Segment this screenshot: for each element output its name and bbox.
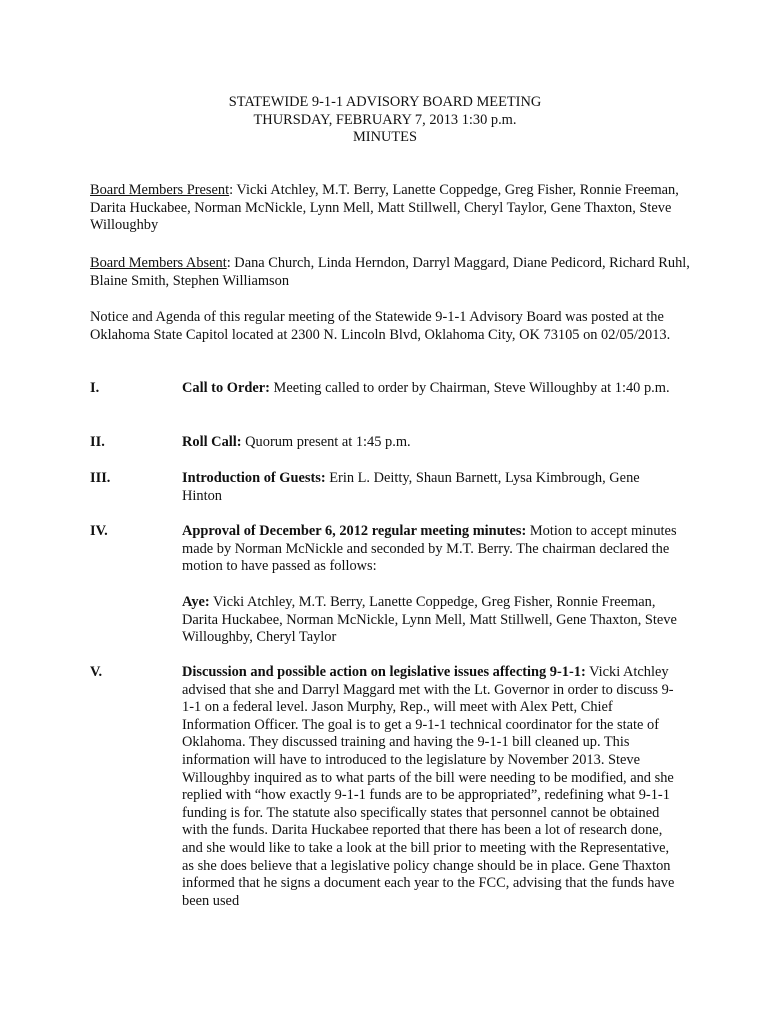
agenda-item-text: Erin L. Deitty, Shaun Barnett, Lysa Kimbrough, Gene Hinton xyxy=(182,470,640,504)
members-absent-label: Board Members Absent xyxy=(90,255,227,271)
agenda-item-text: Vicki Atchley advised that she and Darryl Maggard met with the Lt. Governor in order to discuss 9-1-1 on a federal level. Jason Murphy, Rep., will meet with Alex Pett, Chief Information Officer. The goal is to get a 9-1-1 technical coordinator for the state of Oklahoma. They discussed training and having the 9-1-1 bill cleaned up. This information will have to introduced to the legislature by November 2013. Steve Willoughby inquired as to what parts of the bill were needing to be modified, and she replied with “how exactly 9-1-1 funds are to be appropriated”, redefining what 9-1-1 funding is for. The statute also specifically states that personnel cannot be obtained with the funds. Darita Huckabee reported that there has been a lot of research done, and she would like to take a look at the bill prior to meeting with the Representative, as she does believe that a legislative policy change should be in place. Gene Thaxton informed that he signs a document each year to the FCC, advising that the funds have been used xyxy=(182,664,675,909)
header-date: THURSDAY, FEBRUARY 7, 2013 1:30 p.m. xyxy=(253,111,517,128)
agenda-item-number: III. xyxy=(90,470,111,486)
agenda-item-body xyxy=(182,470,682,505)
notice-paragraph: Notice and Agenda of this regular meeting of the Statewide 9-1-1 Advisory Board was posted at the Oklahoma State Capitol located at 2300 N. Lincoln Blvd, Oklahoma City, OK 73105 on 02/05/2013. xyxy=(90,309,671,343)
agenda-item-body xyxy=(182,380,682,398)
agenda-item-title: Introduction of Guests: xyxy=(182,470,326,486)
agenda-item-title: Discussion and possible action on legislative issues affecting 9-1-1: xyxy=(182,664,586,680)
agenda-item-title: Call to Order: xyxy=(182,380,270,396)
members-present-label: Board Members Present xyxy=(90,182,230,198)
members-absent-list: : Dana Church, Linda Herndon, Darryl Maggard, Diane Pedicord, Richard Ruhl, Blaine Smith, Stephen Williamson xyxy=(90,255,690,289)
agenda-item-body xyxy=(182,523,682,576)
header-minutes: MINUTES xyxy=(353,129,417,146)
header-title: STATEWIDE 9-1-1 ADVISORY BOARD MEETING xyxy=(228,94,542,110)
agenda-item-text: Motion to accept minutes made by Norman McNickle and seconded by M.T. Berry. The chairman declared the motion to have passed as follows: xyxy=(182,523,677,575)
agenda-item-number: II. xyxy=(90,434,105,450)
agenda-item-body xyxy=(182,664,682,910)
aye-names: Vicki Atchley, M.T. Berry, Lanette Coppedge, Greg Fisher, Ronnie Freeman, Darita Huckabee, Norman McNickle, Lynn Mell, Matt Stillwell, Gene Thaxton, Steve Willoughby, Cheryl Taylor xyxy=(182,594,677,646)
agenda-item-number: IV. xyxy=(90,523,108,539)
agenda-item-text: Meeting called to order by Chairman, Steve Willoughby at 1:40 p.m. xyxy=(269,380,670,396)
agenda-item-body xyxy=(182,434,682,452)
members-present xyxy=(90,182,690,235)
agenda-item-text: Quorum present at 1:45 p.m. xyxy=(241,434,411,450)
members-absent xyxy=(90,255,690,290)
meeting-header xyxy=(0,94,770,147)
members-present-list: : Vicki Atchley, M.T. Berry, Lanette Coppedge, Greg Fisher, Ronnie Freeman, Darita Huckabee, Norman McNickle, Lynn Mell, Matt Stillwell, Cheryl Taylor, Gene Thaxton, Steve Willoughby xyxy=(90,182,679,234)
aye-vote-list xyxy=(182,594,682,647)
agenda-item-number: I. xyxy=(90,380,100,396)
agenda-item-title: Approval of December 6, 2012 regular meeting minutes: xyxy=(182,523,527,539)
agenda-item-number: V. xyxy=(90,664,103,680)
agenda-item-title: Roll Call: xyxy=(182,434,242,450)
aye-label: Aye: xyxy=(182,594,210,610)
